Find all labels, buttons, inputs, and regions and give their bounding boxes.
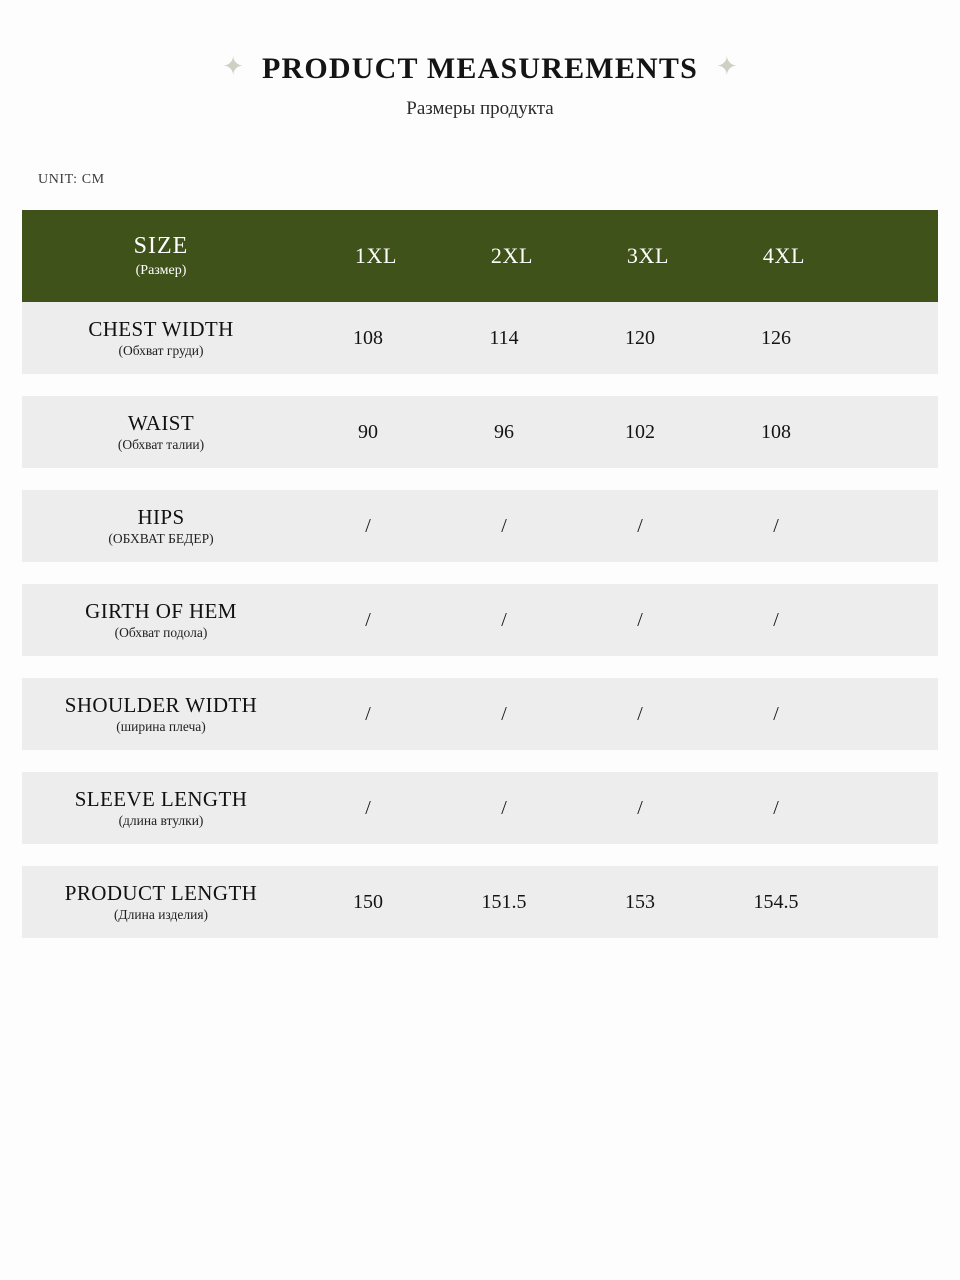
- row-label-ru: (Обхват подола): [114, 625, 208, 641]
- row-label-cell: [22, 396, 300, 468]
- table-row: [22, 678, 938, 750]
- row-label-cell: [22, 772, 300, 844]
- row-label-en: PRODUCT LENGTH: [64, 881, 258, 906]
- row-label-cell: [22, 866, 300, 938]
- row-value: /: [773, 702, 779, 725]
- row-value: /: [637, 796, 643, 819]
- header-size-label-ru: (Размер): [135, 262, 187, 278]
- header-size-4xl: 4XL: [762, 243, 806, 268]
- row-value: 120: [625, 326, 655, 349]
- row-label-en: WAIST: [127, 411, 195, 436]
- row-value: /: [637, 702, 643, 725]
- row-value: /: [365, 702, 371, 725]
- row-value: /: [501, 796, 507, 819]
- table-row: [22, 490, 938, 562]
- title-row: [0, 52, 960, 86]
- row-value: 151.5: [481, 890, 527, 913]
- row-value: /: [501, 514, 507, 537]
- row-value: /: [773, 608, 779, 631]
- row-label-cell: [22, 490, 300, 562]
- row-value: /: [637, 608, 643, 631]
- row-value: 153: [625, 890, 655, 913]
- table-row: [22, 866, 938, 938]
- row-value: /: [365, 608, 371, 631]
- header-size-3xl: 3XL: [626, 243, 670, 268]
- row-label-ru: (Обхват талии): [117, 437, 205, 453]
- row-value: 114: [489, 326, 519, 349]
- header-size-2xl: 2XL: [490, 243, 534, 268]
- header-size-1xl: 1XL: [354, 243, 398, 268]
- row-value: /: [365, 514, 371, 537]
- row-value: /: [365, 796, 371, 819]
- sparkle-left-icon: ✦: [222, 52, 244, 81]
- row-label-cell: [22, 302, 300, 374]
- sparkle-right-icon: ✦: [716, 52, 738, 81]
- row-value: 126: [761, 326, 791, 349]
- page-subtitle: Размеры продукта: [406, 98, 554, 119]
- row-value: 154.5: [753, 890, 799, 913]
- row-label-ru: (Обхват груди): [118, 343, 204, 359]
- unit-note: UNIT: CM: [38, 172, 105, 187]
- row-value: 108: [353, 326, 383, 349]
- row-value: /: [501, 608, 507, 631]
- row-label-ru: (ширина плеча): [116, 719, 206, 735]
- measurements-table: [0, 210, 960, 938]
- row-value: /: [773, 514, 779, 537]
- page-header: [0, 0, 960, 120]
- row-value: 102: [625, 420, 655, 443]
- row-value: 150: [353, 890, 383, 913]
- page-title: PRODUCT MEASUREMENTS: [262, 52, 698, 85]
- row-label-en: CHEST WIDTH: [88, 317, 234, 342]
- table-row: [22, 584, 938, 656]
- row-value: 90: [358, 420, 378, 443]
- table-header-row: [22, 210, 938, 302]
- row-label-en: GIRTH OF HEM: [85, 599, 237, 624]
- row-label-ru: (Длина изделия): [113, 907, 209, 923]
- row-value: 96: [494, 420, 514, 443]
- table-row: [22, 772, 938, 844]
- table-row: [22, 396, 938, 468]
- row-label-en: SLEEVE LENGTH: [74, 787, 248, 812]
- row-label-en: SHOULDER WIDTH: [64, 693, 258, 718]
- table-row: [22, 302, 938, 374]
- row-label-cell: [22, 678, 300, 750]
- row-label-en: HIPS: [137, 505, 185, 530]
- header-size-cell: [22, 210, 300, 302]
- row-label-ru: (длина втулки): [118, 813, 204, 829]
- row-value: /: [501, 702, 507, 725]
- row-value: /: [773, 796, 779, 819]
- row-label-ru: (ОБХВАТ БЕДЕР): [108, 531, 214, 547]
- header-size-label-en: SIZE: [133, 233, 189, 260]
- row-value: 108: [761, 420, 791, 443]
- row-label-cell: [22, 584, 300, 656]
- row-value: /: [637, 514, 643, 537]
